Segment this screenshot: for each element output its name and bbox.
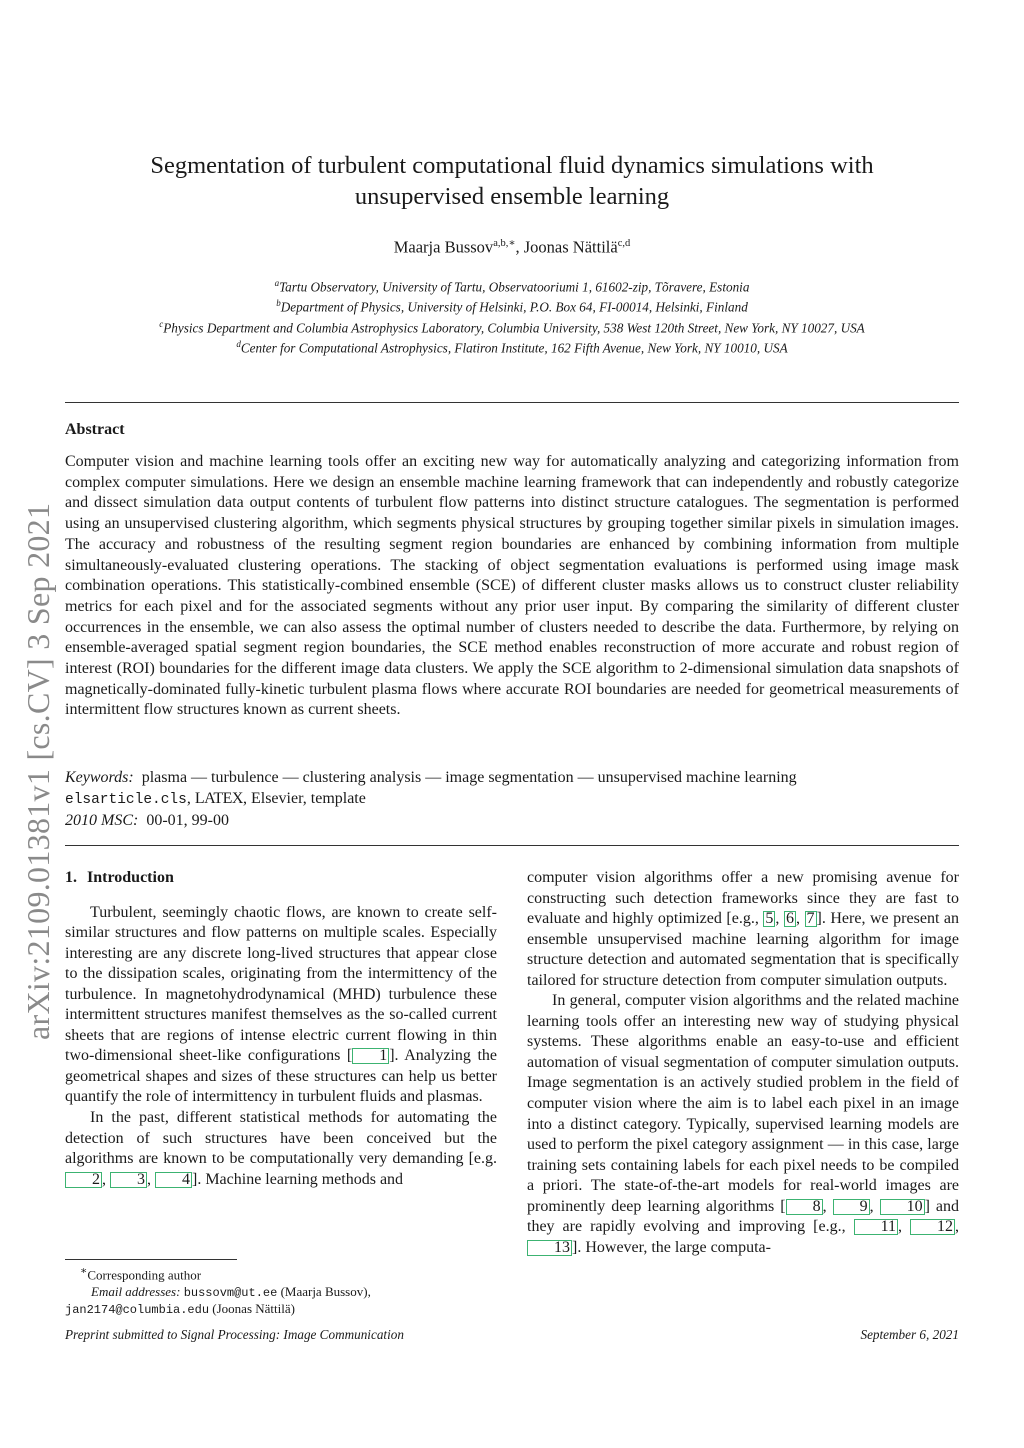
msc-line bbox=[65, 811, 959, 832]
msc-value: 00-01, 99-00 bbox=[146, 811, 229, 829]
affiliation-mark: d bbox=[236, 339, 241, 350]
affiliation-text: Tartu Observatory, University of Tartu, Observatooriumi 1, 61602-zip, Tõravere, Estonia bbox=[279, 279, 750, 295]
affiliation-item bbox=[40, 275, 984, 295]
keywords-line2-rest: , Elsevier, template bbox=[242, 789, 366, 807]
citation-link[interactable]: 2 bbox=[65, 1172, 102, 1188]
keywords-line bbox=[65, 768, 959, 789]
paragraph-text: ] and they are rapidly evolving and improving [e.g., bbox=[527, 1197, 960, 1236]
email-label: Email addresses: bbox=[91, 1283, 181, 1299]
author-name: Joonas Nättilä bbox=[523, 237, 618, 257]
section-title: Introduction bbox=[87, 869, 174, 886]
title-line-2: unsupervised ensemble learning bbox=[354, 183, 670, 210]
affiliation-item bbox=[40, 336, 984, 356]
paragraph-text: ]. Machine learning methods and bbox=[192, 1170, 404, 1188]
section-number: 1. bbox=[65, 869, 77, 886]
paragraph-text: Turbulent, seemingly chaotic flows, are known to create self-similar structures and flow patterns on multiple scales. Especially interesting are any discrete long-lived structures that appear close to the dissipation scales, originating from the intermittency of the turbulence. In magnetohydrodynamical (MHD) turbulence these intermittent structures manifest themselves as the so-called current sheets that are regions of intense electric current flowing in thin two-dimensional sheet-like configurations [ bbox=[65, 903, 497, 1065]
paragraph-text: ]. Here, we present an ensemble unsupervised machine learning algorithm for image structure detection and automated segmentation that is specifically tailored for structure detection from computer simulation outputs. bbox=[527, 910, 960, 989]
citation-link[interactable]: 6 bbox=[785, 910, 794, 928]
affiliation-text: Center for Computational Astrophysics, Flatiron Institute, 162 Fifth Avenue, New York, NY 10010, USA bbox=[240, 340, 788, 356]
email-owner: (Maarja Bussov), bbox=[277, 1283, 371, 1299]
citation-link[interactable]: 5 bbox=[765, 910, 774, 928]
author-separator: , bbox=[515, 237, 524, 257]
email-link[interactable]: bussovm@ut.ee bbox=[183, 1285, 278, 1300]
citation-link[interactable]: 8 bbox=[786, 1199, 823, 1215]
affiliation-mark: c bbox=[159, 318, 164, 329]
citation-link[interactable]: 13 bbox=[527, 1240, 572, 1256]
citation-link[interactable]: 9 bbox=[833, 1199, 870, 1215]
citation-link[interactable]: 1 bbox=[352, 1048, 389, 1064]
section-heading bbox=[65, 868, 497, 889]
paper-title bbox=[100, 150, 924, 212]
paragraph-text: computer vision algorithms offer a new promising avenue for constructing such detection frameworks since they are fast to evaluate and highly optimized [e.g., bbox=[527, 869, 959, 928]
paragraph-text: In general, computer vision algorithms and the related machine learning tools offer an interesting new way of studying physical systems. These algorithms enable an easy-to-use and efficient automation of visual segmentation of computer simulation outputs. Image segmentation is an actively studied problem in the field of computer vision where the aim is to label each pixel in an image into a distinct category. Typically, supervised learning models are used to perform the pixel category assignment — in this case, large training sets containing labels for each pixel needs to be compiled a priori. The state-of-the-art models for real-world images are prominently deep learning algorithms [ bbox=[527, 992, 959, 1215]
paragraph-text: In the past, different statistical methods for automating the detection of such structures have been conceived but the algorithms are known to be computationally very demanding [e.g. bbox=[65, 1109, 497, 1168]
footnote-rule bbox=[65, 1259, 237, 1260]
paragraph: In the past, different statistical methods for automating the detection of such structures have been conceived but the algorithms are known to be computationally very demanding [e.g. 2 , 3 , 4 ]. Machine learning methods and bbox=[65, 1109, 497, 1188]
paragraph: In general, computer vision algorithms and the related machine learning tools offer an interesting new way of studying physical systems. These algorithms enable an easy-to-use and efficient automation of visual segmentation of computer simulation outputs. Image segmentation is an actively studied problem in the field of computer vision where the aim is to label each pixel in an image into a distinct category. Typically, supervised learning models are used to perform the pixel category assignment — in this case, large training sets containing labels for each pixel needs to be compiled a priori. The state-of-the-art models for real-world images are prominently deep learning algorithms [ 8 , 9 , 10 ] and they are rapidly evolving and improving [e.g., 11 , 12 , 13 ]. However, the large computa- bbox=[527, 992, 960, 1256]
citation-link[interactable]: 7 bbox=[806, 910, 815, 928]
footnote-corresponding bbox=[65, 1263, 497, 1284]
arxiv-stamp[interactable]: arXiv:2109.01381v1 [cs.CV] 3 Sep 2021 bbox=[20, 502, 56, 1040]
footnote bbox=[65, 1263, 497, 1319]
msc-label: 2010 MSC: bbox=[65, 811, 139, 829]
author-name: Maarja Bussov bbox=[393, 237, 494, 257]
affiliations bbox=[40, 275, 984, 357]
paragraph: computer vision algorithms offer a new promising avenue for constructing such detection frameworks since they are fast to evaluate and highly optimized [e.g., 5 , 6 , 7 ]. Here, we present an ensemble unsupervised machine learning algorithm for image structure detection and automated segmentation that is specifically tailored for structure detection from computer simulation outputs. bbox=[527, 869, 960, 989]
affiliation-text: Department of Physics, University of Helsinki, P.O. Box 64, FI-00014, Helsinki, Finland bbox=[280, 299, 748, 315]
footer-date: September 6, 2021 bbox=[860, 1327, 959, 1342]
left-column bbox=[65, 868, 497, 1190]
affiliation-text: Physics Department and Columbia Astrophysics Laboratory, Columbia University, 538 West 120th Street, New York, NY 10027, USA bbox=[163, 320, 865, 336]
affiliation-item bbox=[40, 316, 984, 336]
keywords-text: plasma — turbulence — clustering analysis — image segmentation — unsupervised machine learning bbox=[141, 769, 797, 786]
citation-link[interactable]: 4 bbox=[155, 1172, 192, 1188]
citation-link[interactable]: 10 bbox=[880, 1199, 925, 1215]
citation-link[interactable]: 12 bbox=[910, 1219, 955, 1235]
citation-link[interactable]: 11 bbox=[854, 1219, 898, 1235]
footnote-emails bbox=[65, 1284, 497, 1302]
email-owner: (Joonas Nättilä) bbox=[209, 1301, 295, 1317]
keywords-block bbox=[65, 768, 959, 831]
latex-logo: LATEX bbox=[194, 789, 243, 807]
abstract-top-rule bbox=[65, 402, 959, 403]
author-affil-marks: a,b,∗ bbox=[493, 238, 516, 249]
affiliation-item bbox=[40, 295, 984, 315]
email-link[interactable]: jan2174@columbia.edu bbox=[65, 1303, 210, 1318]
affiliation-mark: b bbox=[276, 298, 281, 309]
author-affil-marks: c,d bbox=[617, 238, 631, 249]
title-line-1: Segmentation of turbulent computational fluid dynamics simulations with bbox=[150, 152, 874, 179]
abstract-bottom-rule bbox=[65, 845, 959, 846]
paragraph-text: ]. Analyzing the geometrical shapes and sizes of these structures can help us better quantify the role of intermittency in turbulent fluids and plasmas. bbox=[65, 1047, 498, 1106]
keywords-line-2: elsarticle.cls, LATEX, Elsevier, template bbox=[65, 789, 366, 808]
footer-venue: Preprint submitted to Signal Processing: Image Communication bbox=[65, 1327, 404, 1342]
author-list bbox=[100, 237, 924, 258]
footnote-mark: ∗ bbox=[80, 1265, 88, 1277]
paragraph bbox=[65, 903, 497, 1108]
abstract-body: Computer vision and machine learning tools offer an exciting new way for automatically analyzing and categorizing information from complex computer simulations. Here we design an ensemble machine learning framework that can independently and robustly categorize and dissect simulation data output contents of turbulent flow patterns into distinct structure catalogues. The segmentation is performed using an unsupervised clustering algorithm, which segments physical structures by grouping together similar pixels in simulation images. The accuracy and robustness of the resulting segment region boundaries are enhanced by combining information from multiple simultaneously-evaluated clustering operations. The stacking of object segmentation evaluations is performed using image mask combination operations. This statistically-combined ensemble (SCE) of different cluster masks allows us to construct cluster reliability metrics for each pixel and for the associated segments without any prior user input. By comparing the similarity of different cluster occurrences in the ensemble, we can also assess the optimal number of clusters needed to describe the data. Furthermore, by relying on ensemble-averaged spatial segment region boundaries, the SCE method enables reconstruction of more accurate and robust region of interest (ROI) boundaries for the different image data clusters. We apply the SCE algorithm to 2-dimensional simulation data snapshots of magnetically-dominated fully-kinetic turbulent plasma flows where accurate ROI boundaries are needed for geometrical measurements of intermittent flow structures known as current sheets. bbox=[65, 453, 959, 719]
footnote-emails-line-2 bbox=[65, 1301, 497, 1319]
class-file-name: elsarticle.cls bbox=[65, 791, 187, 808]
affiliation-mark: a bbox=[274, 278, 280, 288]
paragraph-text: ]. However, the large computa- bbox=[572, 1238, 771, 1256]
footnote-text: Corresponding author bbox=[87, 1267, 202, 1283]
right-column bbox=[527, 868, 959, 1258]
abstract-heading: Abstract bbox=[65, 421, 125, 438]
keywords-label: Keywords: bbox=[65, 769, 134, 786]
citation-link[interactable]: 3 bbox=[110, 1172, 147, 1188]
